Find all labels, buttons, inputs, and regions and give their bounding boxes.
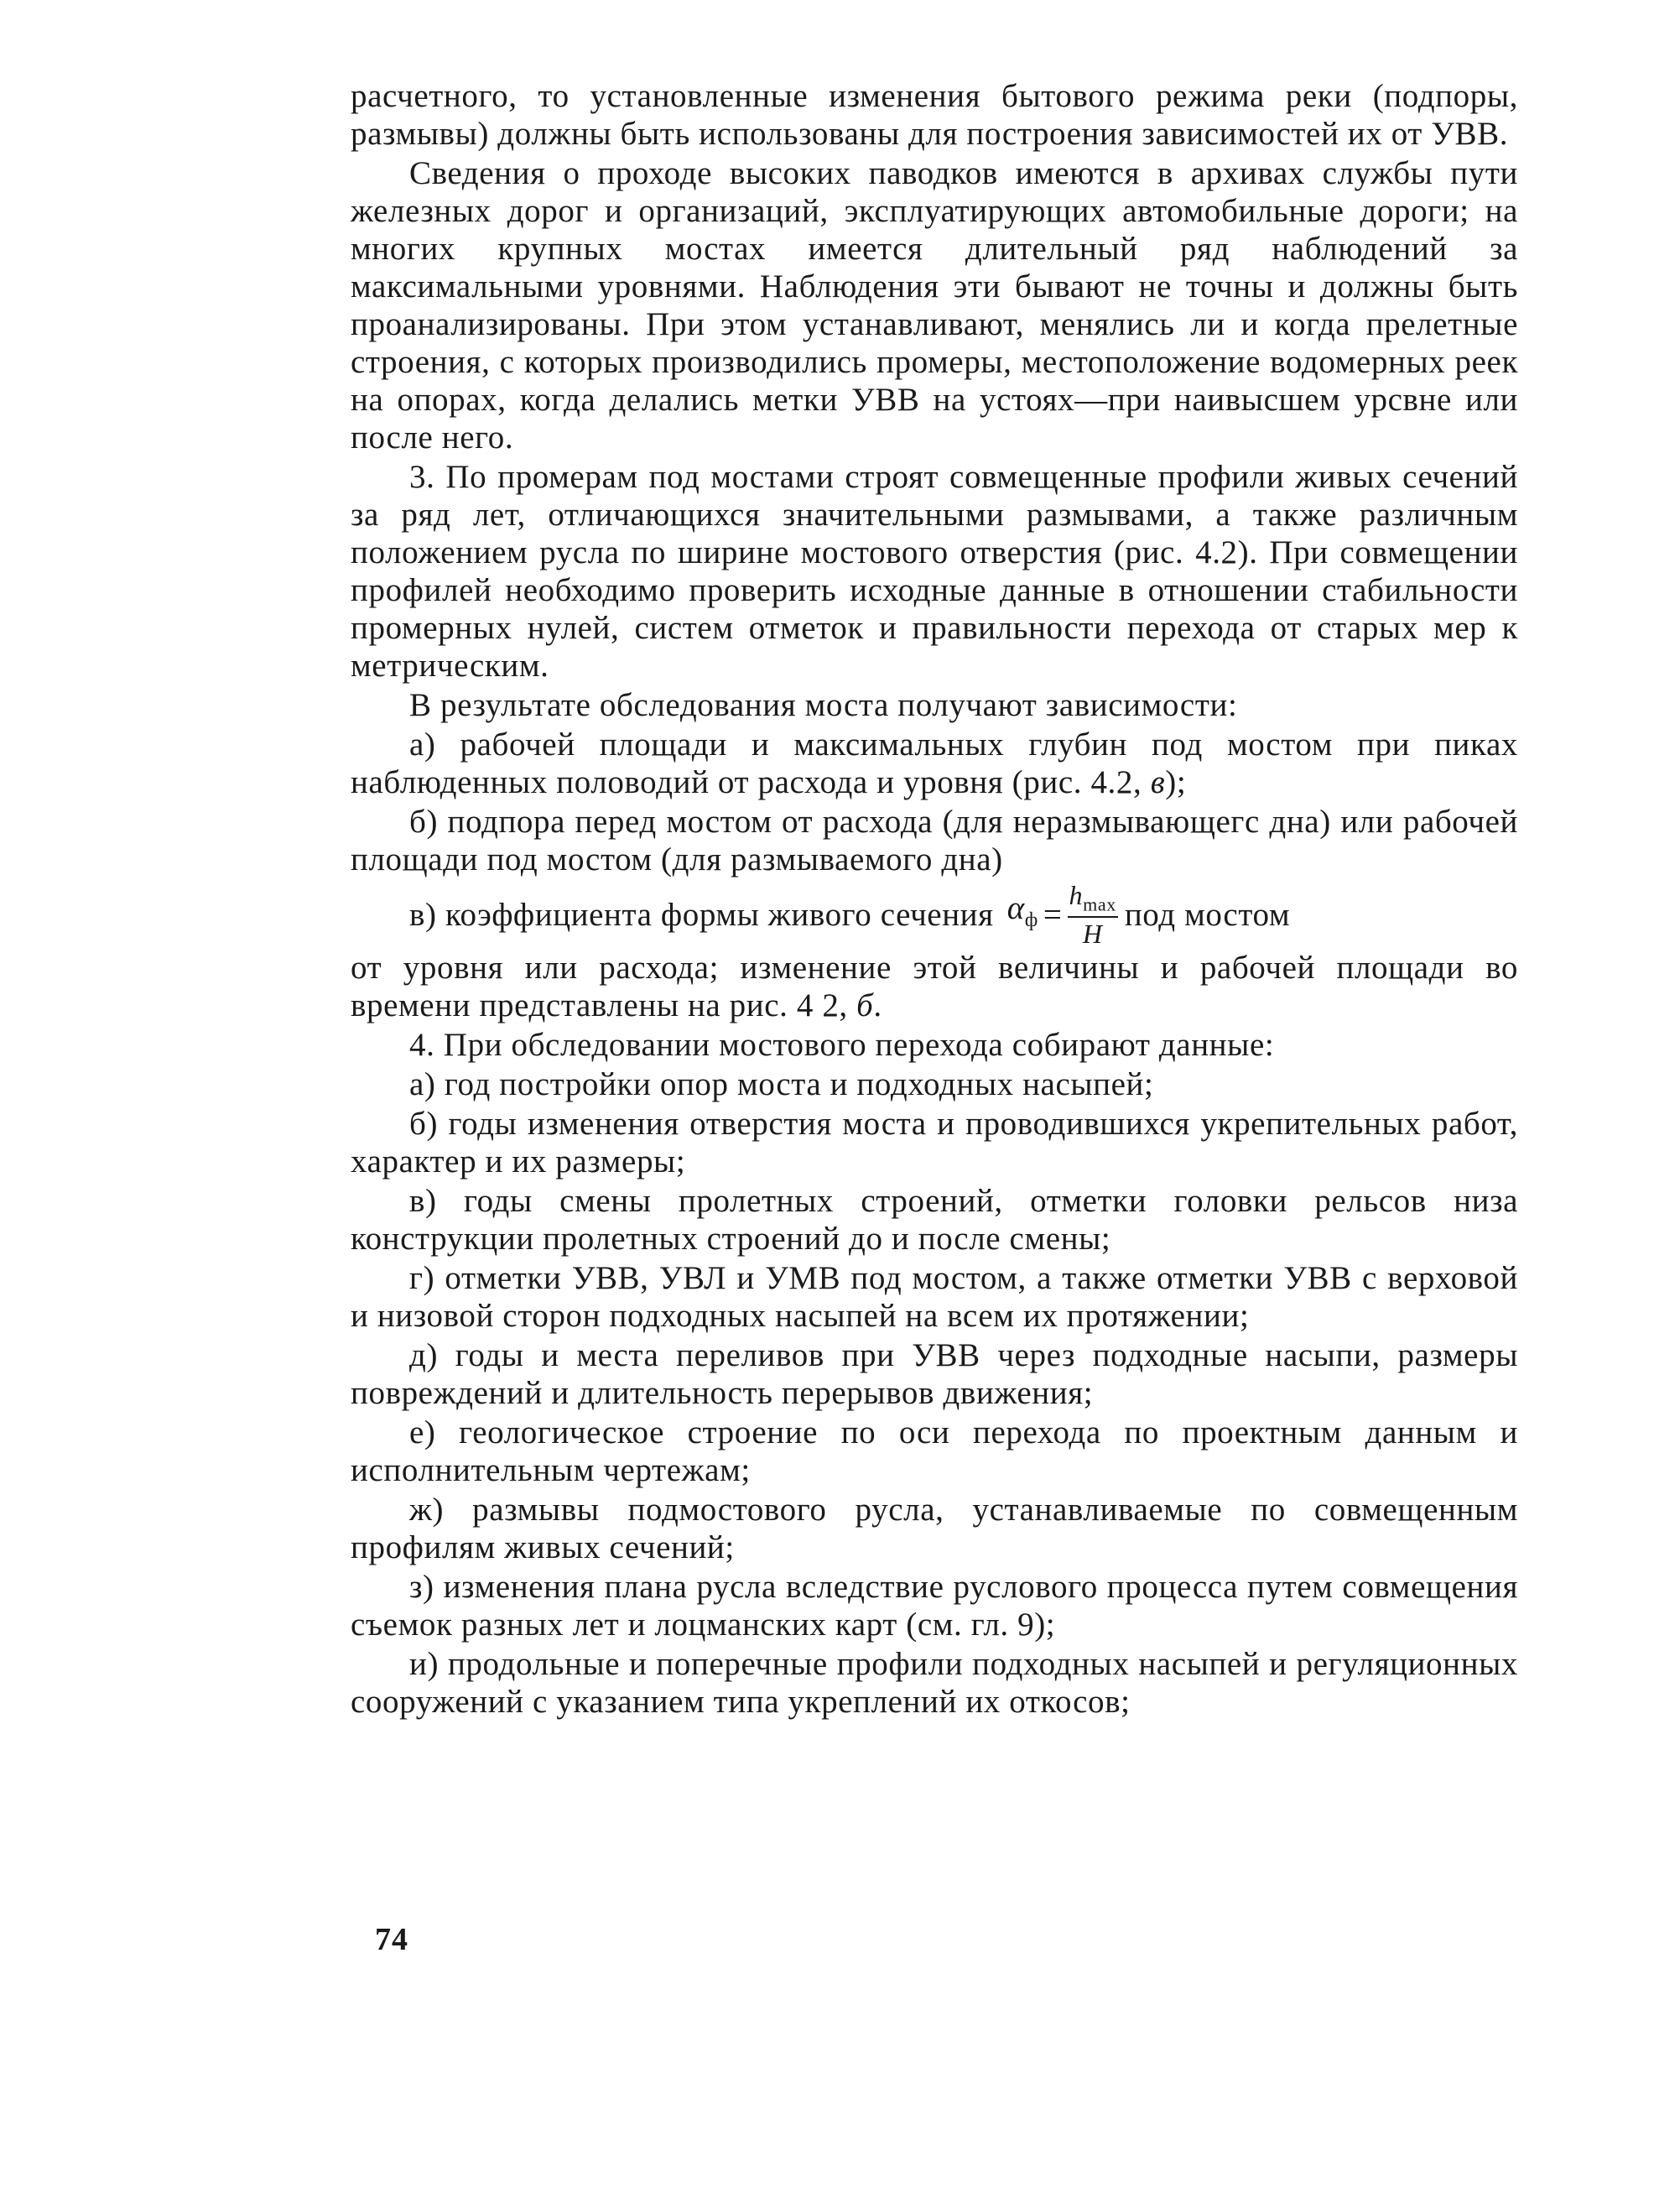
paragraph-text: В результате обследования моста получают зависимости: <box>409 687 1238 723</box>
paragraph-text: и) продольные и поперечные профили подходных насыпей и регуляционных сооружений с указанием типа укреплений их откосов; <box>351 1646 1518 1721</box>
paragraph-text: б) подпора перед мостом от расхода (для неразмывающегс дна) или рабочей площади под мостом (для размываемого дна) <box>351 804 1518 878</box>
formula-symbol-subscript: ф <box>1024 909 1038 932</box>
paragraph-text: д) годы и места переливов при УВВ через подходные насыпи, размеры повреждений и длительность перерывов движения; <box>351 1337 1518 1412</box>
page-number: 74 <box>375 1922 408 1957</box>
list-item-zh-scour <box>351 1491 1518 1566</box>
paragraph-text: 4. При обследовании мостового перехода собирают данные: <box>409 1027 1275 1064</box>
page-body <box>351 77 1518 1721</box>
paragraph-flood-records <box>351 154 1518 456</box>
list-item-a-construction-year <box>351 1065 1518 1103</box>
list-item-v-span-replacement <box>351 1182 1518 1258</box>
list-item-i-profiles <box>351 1645 1518 1721</box>
paragraph-level-dependence <box>351 949 1518 1024</box>
formula-tail-text: под мостом <box>1124 896 1291 933</box>
paragraph-text: 3. По промерам под мостами строят совмещенные профили живых сечений за ряд лет, отличающихся значительными размывами, а также различным положением русла по ширине мостового отверстия (рис. 4.2). При совмещении профилей необходимо проверить исходные данные в отношении стабильности промерных нулей, систем отметок и правильности перехода от старых мер к метрическим. <box>351 459 1518 684</box>
paragraph-text: в) годы смены пролетных строений, отметки головки рельсов низа конструкции пролетных строений до и после смены; <box>351 1183 1518 1258</box>
figure-ref-italic: б <box>856 987 874 1024</box>
formula-equals: = <box>1043 896 1063 933</box>
list-item-b-backwater <box>351 803 1518 878</box>
list-item-d-overflows <box>351 1336 1518 1412</box>
formula-symbol <box>1007 889 1038 940</box>
list-item-z-channel-plan <box>351 1568 1518 1643</box>
paragraph-item-4 <box>351 1026 1518 1064</box>
paragraph-suffix: ); <box>1165 764 1187 800</box>
paragraph-text: е) геологическое строение по оси перехода по проектным данным и исполнительным чертежам; <box>351 1414 1518 1489</box>
paragraph-survey-results <box>351 686 1518 724</box>
formula-numerator-h: h <box>1069 880 1084 910</box>
paragraph-river-regime <box>351 77 1518 153</box>
formula-fraction <box>1068 880 1118 950</box>
list-item-g-water-marks <box>351 1259 1518 1335</box>
paragraph-text: ж) размывы подмостового русла, устанавливаемые по совмещенным профилям живых сечений; <box>351 1492 1518 1566</box>
list-item-b-opening-changes <box>351 1105 1518 1180</box>
formula-symbol-alpha: α <box>1006 890 1025 927</box>
paragraph-text: расчетного, то установленные изменения бытового режима реки (подпоры, размывы) должны быть использованы для построения зависимостей их от УВВ. <box>351 78 1518 152</box>
formula-numerator-subscript: max <box>1083 893 1116 915</box>
paragraph-suffix: . <box>873 987 882 1024</box>
paragraph-text: а) год постройки опор моста и подходных насыпей; <box>409 1066 1154 1103</box>
paragraph-text: Сведения о проходе высоких паводков имеются в архивах службы пути железных дорог и организаций, эксплуатирующих автомобильные дороги; на многих крупных мостах имеется длительный ряд наблюдений за максимальными уровнями. Наблюдения эти бывают не точны и должны быть проанализированы. При этом устанавливают, менялись ли и когда прелетные строения, с которых производились промеры, местоположение водомерных реек на опорах, когда делались метки УВВ на устоях—при наивысшем урсвне или после него. <box>351 155 1518 456</box>
paragraph-text: от уровня или расхода; изменение этой величины и рабочей площади во времени представлены на рис. 4 2, <box>351 950 1518 1024</box>
list-item-a-area-depth <box>351 726 1518 801</box>
formula-lead-text: в) коэффициента формы живого сечения <box>409 896 994 933</box>
figure-ref-italic: в <box>1150 764 1166 800</box>
paragraph-item-3 <box>351 458 1518 685</box>
formula-numerator <box>1068 882 1118 918</box>
paragraph-text: б) годы изменения отверстия моста и проводившихся укрепительных работ, характер и их размеры; <box>351 1106 1518 1180</box>
paragraph-text: а) рабочей площади и максимальных глубин под мостом при пиках наблюденных половодий от расхода и уровня (рис. 4.2, <box>351 727 1518 800</box>
formula-line <box>351 880 1518 950</box>
paragraph-text: з) изменения плана русла вследствие руслового процесса путем совмещения съемок разных лет и лоцманских карт (см. гл. 9); <box>351 1569 1518 1643</box>
formula-denominator: H <box>1082 919 1103 950</box>
list-item-e-geology <box>351 1414 1518 1489</box>
paragraph-text: г) отметки УВВ, УВЛ и УМВ под мостом, а также отметки УВВ с верховой и низовой сторон подходных насыпей на всем их протяжении; <box>351 1260 1518 1335</box>
